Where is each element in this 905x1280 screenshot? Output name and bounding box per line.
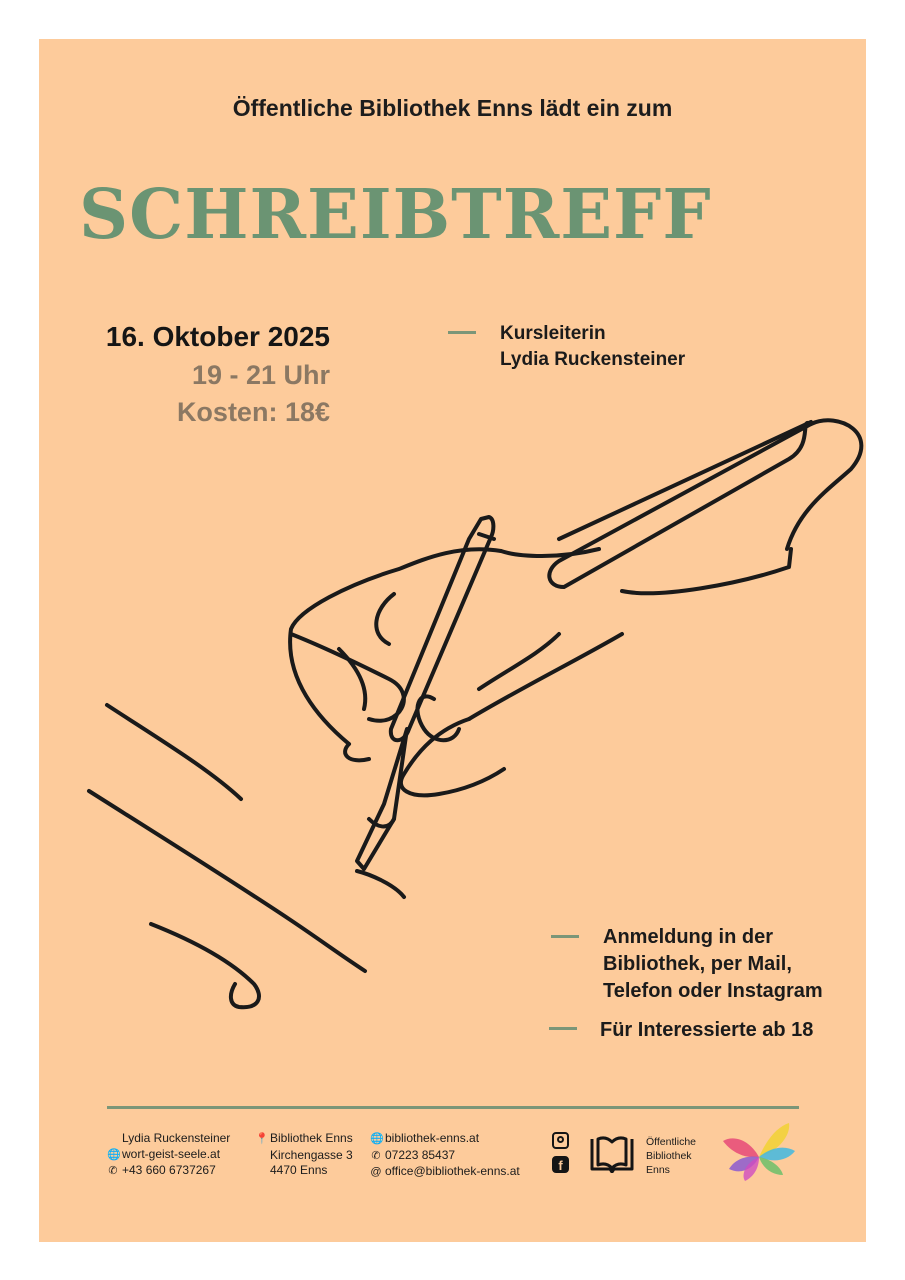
footer-name: Lydia Ruckensteiner [122,1131,231,1145]
instagram-icon[interactable] [552,1132,569,1149]
footer-library-contact [370,1131,520,1181]
footer-address [255,1131,353,1179]
phone-icon: ✆ [371,1149,381,1162]
palm-line [479,634,559,689]
footer-city: 4470 Enns [270,1163,328,1177]
intro-text: Öffentliche Bibliothek Enns lädt ein zum [232,95,673,121]
sleeve-end [787,420,861,549]
registration-line: Bibliothek, per Mail, [603,953,792,975]
footer-website[interactable]: wort-geist-seele.at [122,1146,221,1161]
paper-stroke [357,871,404,897]
finger-tip [345,744,369,760]
event-time: 19 - 21 Uhr [191,360,330,390]
book-icon [589,1135,635,1173]
event-cost: Kosten: 18€ [176,397,330,427]
dash-marker [549,1027,577,1030]
facebook-icon[interactable]: f [552,1156,569,1173]
wrist-top [501,549,599,556]
at-icon: @ [370,1166,382,1178]
audience-text: Für Interessierte ab 18 [600,1019,814,1041]
globe-icon: 🌐 [370,1133,384,1145]
finger-outline [291,634,404,721]
location-pin-icon: 📍 [255,1133,269,1145]
poster [39,39,866,1242]
footer-contact-instructor [107,1131,230,1180]
paper-edge [89,791,365,971]
forearm-top [559,422,811,539]
registration-line: Telefon oder Instagram [603,980,823,1002]
page-title: SCHREIBTREFF [79,175,712,255]
instructor-name: Lydia Ruckensteiner [500,348,686,370]
footer-library-phone[interactable]: 07223 85437 [385,1147,456,1162]
logo-text-line: Enns [646,1164,670,1176]
palm-under [401,719,504,795]
knuckle-line [376,594,394,644]
registration-line: Anmeldung in der [603,926,773,948]
event-date: 16. Oktober 2025 [105,321,330,352]
library-logo-text [646,1135,696,1177]
sleeve-cuff [549,423,811,587]
instructor-label: Kursleiterin [500,323,606,344]
hand-writing-illustration [39,39,866,1242]
logo-text-line: Bibliothek [646,1150,692,1162]
pen-tip [357,729,407,869]
footer-library-website[interactable]: bibliothek-enns.at [385,1131,480,1145]
footer-phone[interactable]: +43 660 6737267 [122,1163,216,1177]
footer-email[interactable]: office@bibliothek-enns.at [385,1164,520,1178]
globe-icon: 🌐 [107,1148,121,1161]
sleeve-line [622,549,791,593]
logo-text-line: Öffentliche [646,1136,697,1148]
phone-icon: ✆ [108,1165,118,1177]
dash-marker [551,935,579,938]
footer-divider [107,1106,799,1109]
library-logo-icon [719,1119,799,1183]
footer-street: Kirchengasse 3 [270,1147,353,1162]
registration-block [603,924,823,1005]
paper-edge-top [107,705,241,799]
paper-curl [151,924,259,1007]
footer-place: Bibliothek Enns [270,1131,353,1145]
